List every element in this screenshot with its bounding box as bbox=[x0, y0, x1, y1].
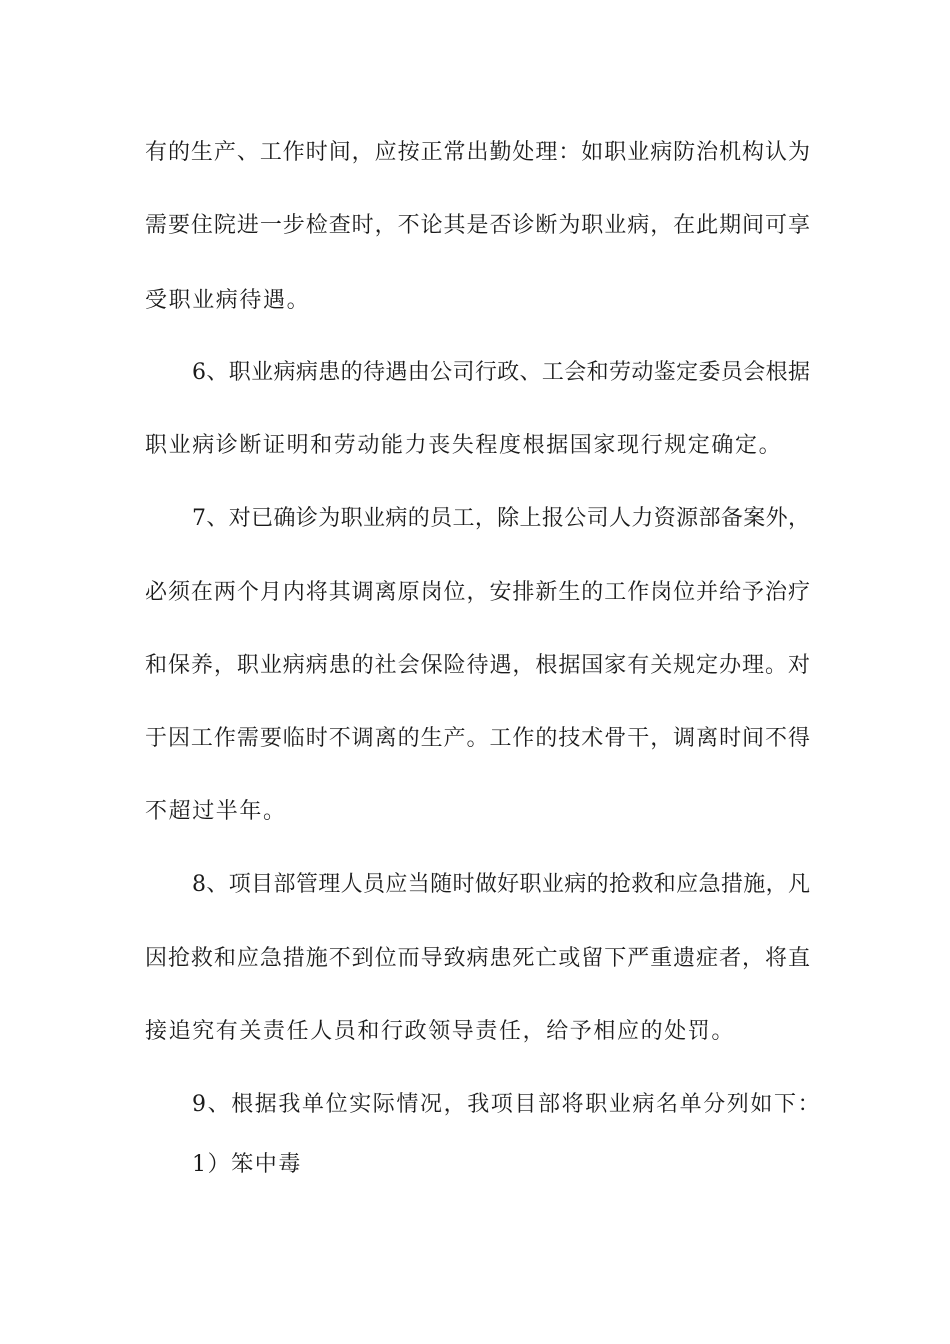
text-line-1: 有的生产、工作时间，应按正常出勤处理：如职业病防治机构认为 bbox=[145, 140, 810, 165]
paragraph-8-start: 8、项目部管理人员应当随时做好职业病的抢救和应急措施，凡 bbox=[192, 872, 810, 897]
text-line-9: 于因工作需要临时不调离的生产。工作的技术骨干，调离时间不得 bbox=[145, 726, 810, 751]
text-line-5: 职业病诊断证明和劳动能力丧失程度根据国家现行规定确定。 bbox=[145, 433, 783, 458]
text-line-8: 和保养，职业病病患的社会保险待遇，根据国家有关规定办理。对 bbox=[145, 653, 810, 678]
text-line-13: 接追究有关责任人员和行政领导责任，给予相应的处罚。 bbox=[145, 1019, 736, 1044]
list-item-1: 1）笨中毒 bbox=[192, 1152, 302, 1177]
paragraph-7-start: 7、对已确诊为职业病的员工，除上报公司人力资源部备案外， bbox=[192, 506, 810, 531]
text-line-12: 因抢救和应急措施不到位而导致病患死亡或留下严重遗症者，将直 bbox=[145, 946, 810, 971]
text-line-2: 需要住院进一步检查时，不论其是否诊断为职业病，在此期间可享 bbox=[145, 213, 810, 238]
paragraph-9-start: 9、根据我单位实际情况，我项目部将职业病名单分列如下： bbox=[192, 1092, 822, 1117]
text-line-3: 受职业病待遇。 bbox=[145, 288, 311, 313]
paragraph-6-start: 6、职业病病患的待遇由公司行政、工会和劳动鉴定委员会根据 bbox=[192, 360, 810, 385]
text-line-7: 必须在两个月内将其调离原岗位，安排新生的工作岗位并给予治疗 bbox=[145, 580, 810, 605]
text-line-10: 不超过半年。 bbox=[145, 799, 287, 824]
